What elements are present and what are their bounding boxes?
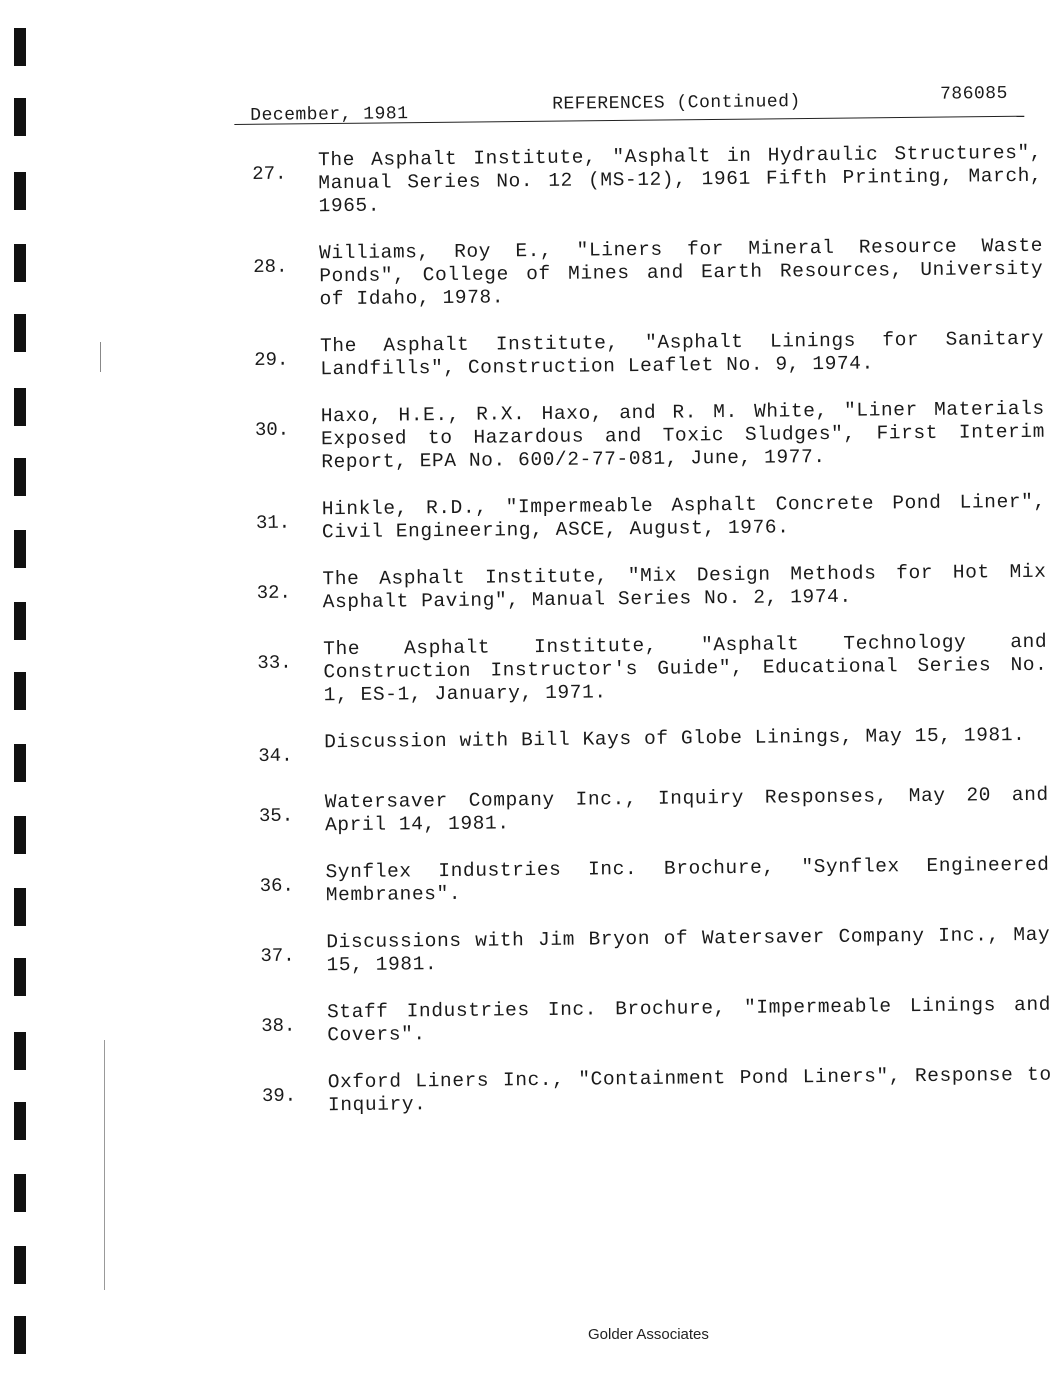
binding-hole (14, 888, 26, 926)
reference-text: The Asphalt Institute, "Asphalt Linings for Sanitary Landfills", Construction Leaflet No. 9, 1974. (319, 327, 1045, 381)
reference-text: Oxford Liners Inc., "Containment Pond Liners", Response to Inquiry. (327, 1063, 1052, 1117)
reference-number: 29. (254, 348, 289, 371)
reference-item (253, 235, 1044, 312)
binding-hole (14, 1102, 26, 1140)
reference-number: 39. (261, 1084, 297, 1107)
reference-text: Haxo, H.E., R.X. Haxo, and R. M. White, "Liner Materials Exposed to Hazardous and Toxic Sludges", First Interim Report, EPA No. 600/2-77-081, June, 1977. (320, 397, 1046, 474)
reference-item (254, 328, 1044, 382)
reference-item (259, 784, 1049, 838)
reference-text: Discussions with Jim Bryon of Watersaver Company Inc., May 15, 1981. (326, 923, 1051, 977)
reference-item (258, 724, 1048, 768)
page-header (234, 84, 1024, 128)
reference-number: 28. (253, 255, 288, 278)
reference-number: 32. (256, 581, 291, 604)
reference-number: 36. (259, 874, 295, 897)
reference-text: Hinkle, R.D., "Impermeable Asphalt Concrete Pond Liner", Civil Engineering, ASCE, August, 1976. (321, 490, 1046, 544)
binding-hole (14, 388, 26, 426)
reference-item (255, 398, 1046, 475)
reference-item (256, 491, 1046, 545)
reference-number: 27. (252, 162, 287, 185)
reference-text: Synflex Industries Inc. Brochure, "Synflex Engineered Membranes". (325, 853, 1050, 907)
binding-hole (14, 816, 26, 854)
header-date: December, 1981 (250, 104, 409, 126)
reference-text: The Asphalt Institute, "Mix Design Methods for Hot Mix Asphalt Paving", Manual Series No. 2, 1974. (322, 560, 1047, 614)
reference-item (256, 561, 1046, 615)
scan-artifact (104, 1040, 105, 1290)
reference-number: 31. (255, 511, 291, 534)
footer-company: Golder Associates (588, 1326, 709, 1343)
reference-text: Discussion with Bill Kays of Globe Linings, May 15, 1981. (324, 723, 1026, 754)
reference-number: 35. (258, 804, 294, 827)
reference-text: Staff Industries Inc. Brochure, "Impermeable Linings and Covers". (326, 993, 1052, 1047)
header-title: REFERENCES (Continued) (552, 92, 801, 115)
reference-text: Williams, Roy E., "Liners for Mineral Resource Waste Ponds", College of Mines and Earth Resources, University of Idaho, 1978. (318, 234, 1044, 311)
binding-hole (14, 98, 26, 136)
binding-hole (14, 958, 26, 996)
binding-hole (14, 1316, 26, 1354)
binding-hole (14, 1174, 26, 1212)
binding-hole (14, 172, 26, 210)
binding-hole (14, 28, 26, 66)
reference-list (252, 142, 1052, 1142)
reference-text: Watersaver Company Inc., Inquiry Responses, May 20 and April 14, 1981. (324, 783, 1049, 837)
binding-hole (14, 672, 26, 710)
reference-text: The Asphalt Institute, "Asphalt in Hydraulic Structures", Manual Series No. 12 (MS-12), 1961 Fifth Printing, March, 1965. (317, 141, 1043, 218)
reference-item (257, 631, 1048, 708)
reference-item (252, 142, 1043, 219)
binding-hole (14, 1032, 26, 1070)
binding-hole (14, 744, 26, 782)
binding-hole (14, 314, 26, 352)
reference-item (259, 854, 1049, 908)
reference-item (260, 924, 1050, 978)
reference-number: 34. (258, 744, 293, 767)
reference-number: 38. (261, 1014, 296, 1037)
binding-hole (14, 458, 26, 496)
reference-number: 33. (257, 651, 292, 674)
reference-item (262, 1064, 1052, 1118)
reference-number: 37. (260, 944, 295, 967)
reference-text: The Asphalt Institute, "Asphalt Technology and Construction Instructor's Guide", Educational Series No. 1, ES-1, January, 1971. (323, 630, 1048, 707)
reference-item (261, 994, 1051, 1048)
binding-hole (14, 530, 26, 568)
scan-artifact (100, 342, 101, 372)
reference-number: 30. (254, 418, 290, 441)
document-number: 786085 (939, 83, 1008, 105)
binding-hole (14, 602, 26, 640)
binding-hole (14, 1246, 26, 1284)
binding-holes (14, 22, 28, 1362)
binding-hole (14, 244, 26, 282)
